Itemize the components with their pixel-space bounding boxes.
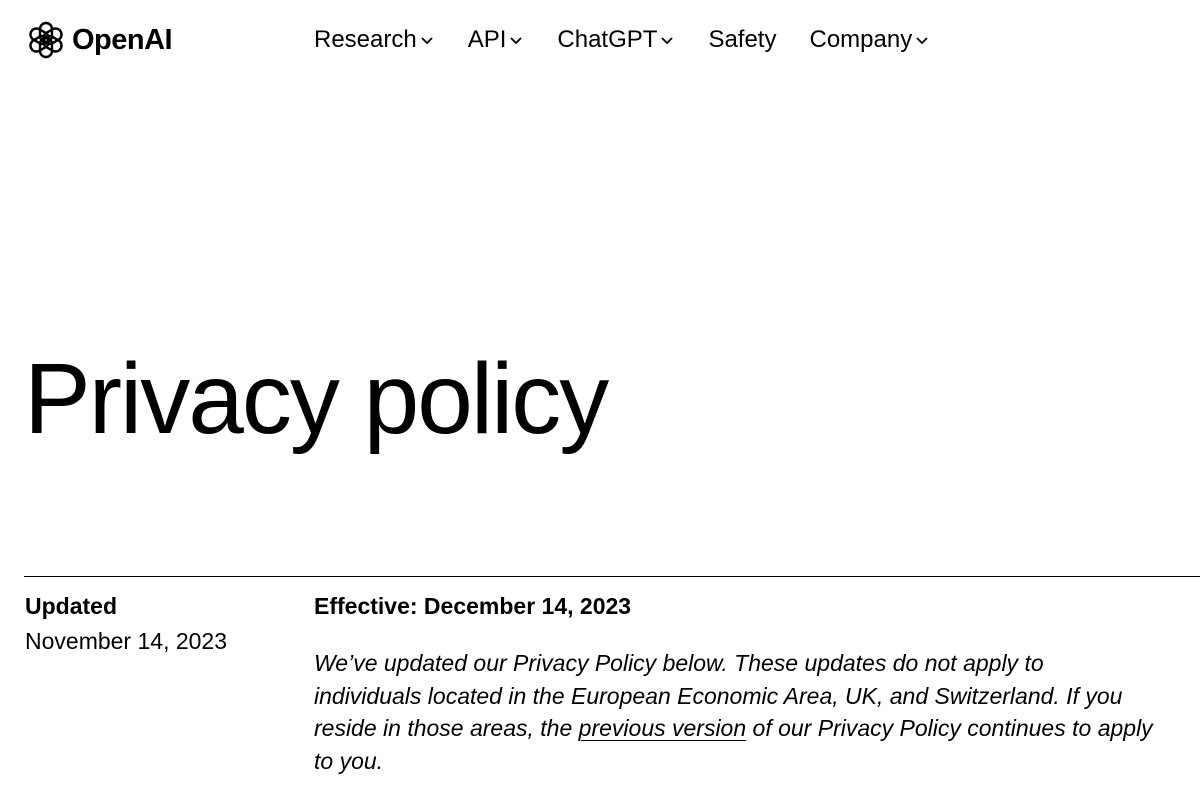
nav-safety-label: Safety — [708, 26, 777, 53]
chevron-down-icon — [916, 36, 926, 46]
nav-api[interactable] — [468, 26, 521, 54]
effective-date: Effective: December 14, 2023 — [314, 593, 632, 619]
notice-text-before-link: We’ve updated our Privacy Policy below. These updates do not apply to individuals located in the European Economic Area, UK, and Switzerland. If you reside in those areas, the — [314, 650, 1123, 741]
nav-api-label: API — [467, 26, 507, 53]
notice-text-after-link: of our Privacy Policy continues to apply to you. — [314, 715, 1153, 774]
updated-date: November 14, 2023 — [25, 628, 228, 654]
nav-chatgpt[interactable] — [557, 26, 671, 54]
openai-knot-icon — [24, 18, 68, 62]
chevron-down-icon — [661, 36, 671, 46]
page-title: Privacy policy — [24, 343, 608, 455]
chevron-down-icon — [421, 36, 431, 46]
updated-label: Updated — [25, 593, 117, 619]
openai-logo-link[interactable] — [24, 17, 172, 63]
previous-version-link[interactable]: previous version — [578, 715, 747, 741]
brand-name: OpenAI — [72, 23, 173, 56]
nav-company[interactable] — [809, 26, 926, 54]
nav-research[interactable] — [314, 26, 431, 54]
nav-safety[interactable] — [708, 26, 776, 54]
section-divider — [24, 576, 1200, 577]
nav-chatgpt-label: ChatGPT — [557, 26, 658, 53]
nav-company-label: Company — [809, 26, 913, 53]
top-navigation-bar — [0, 0, 1200, 80]
policy-update-notice — [314, 647, 1154, 777]
main-nav — [314, 20, 926, 60]
nav-research-label: Research — [314, 26, 417, 53]
chevron-down-icon — [510, 36, 520, 46]
